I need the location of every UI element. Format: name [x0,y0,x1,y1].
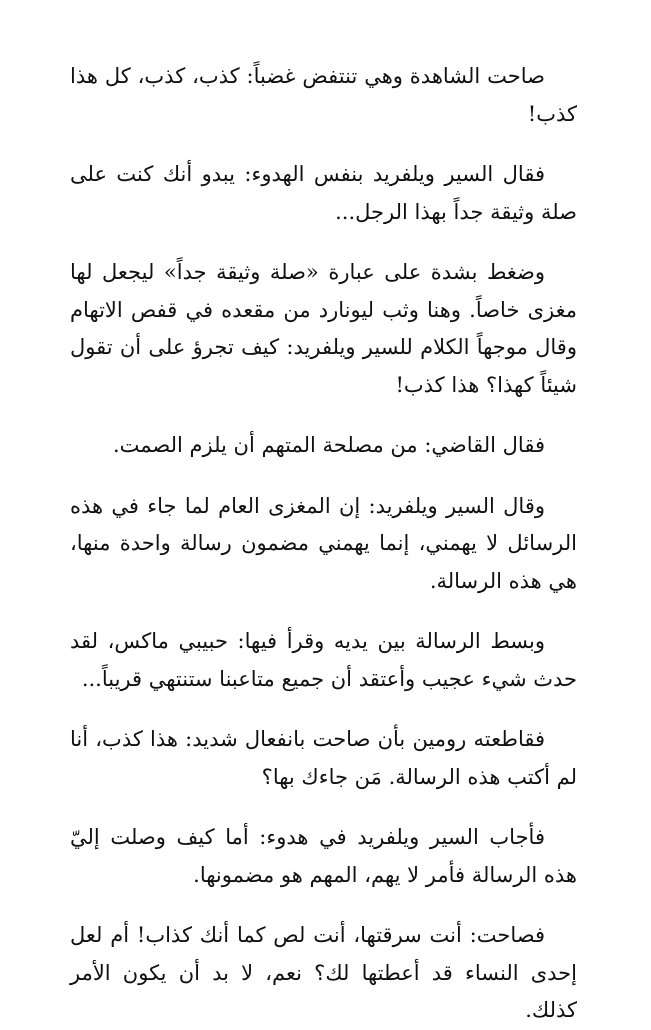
paragraph: فصاحت: أنت سرقتها، أنت لص كما أنك كذاب! أم لعل إحدى النساء قد أعطتها لك؟ نعم، لا بد أن يكون الأمر كذلك. [70,923,577,1022]
paragraph: فأجاب السير ويلفريد في هدوء: أما كيف وصلت إليّ هذه الرسالة فأمر لا يهم، المهم هو مضمونها. [70,825,577,887]
paragraph: صاحت الشاهدة وهي تنتفض غضباً: كذب، كذب، كل هذا كذب! [70,64,577,126]
paragraph: فقال القاضي: من مصلحة المتهم أن يلزم الصمت. [112,433,545,457]
paragraph: فقال السير ويلفريد بنفس الهدوء: يبدو أنك كنت على صلة وثيقة جداً بهذا الرجل... [70,162,577,224]
paragraph: فقاطعته رومين بأن صاحت بانفعال شديد: هذا كذب، أنا لم أكتب هذه الرسالة. مَن جاءك بها؟ [70,727,577,789]
paragraph: وقال السير ويلفريد: إن المغزى العام لما جاء في هذه الرسائل لا يهمني، إنما يهمني مضمون رسالة واحدة منها، هي هذه الرسالة. [70,493,577,593]
paragraph: وبسط الرسالة بين يديه وقرأ فيها: حبيبي ماكس، لقد حدث شيء عجيب وأعتقد أن جميع متاعبنا ستنتهي قريباً... [70,629,577,691]
paragraph: وضغط بشدة على عبارة «صلة وثيقة جداً» ليجعل لها مغزى خاصاً. وهنا وثب ليونارد من مقعده في قفص الاتهام وقال موجهاً الكلام للسير ويلفريد: كيف تجرؤ على أن تقول شيئاً كهذا؟ هذا كذب! [70,260,577,397]
